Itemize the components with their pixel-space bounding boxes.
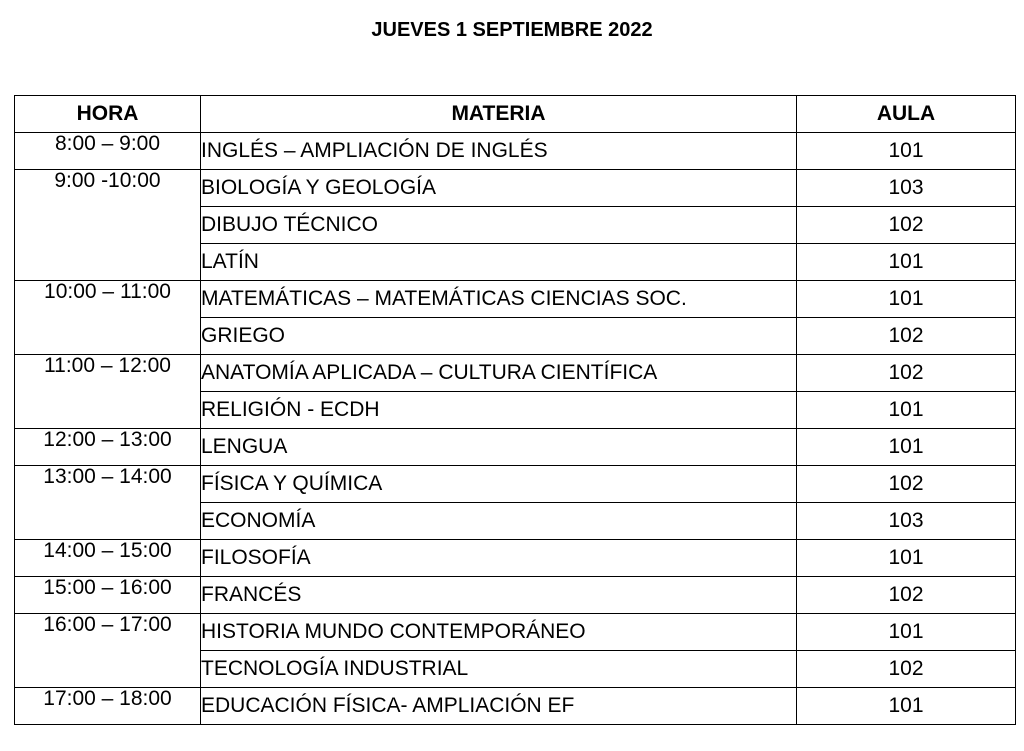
materia-cell: MATEMÁTICAS – MATEMÁTICAS CIENCIAS SOC. [201, 281, 797, 318]
aula-cell: 101 [797, 540, 1016, 577]
table-row [15, 577, 1016, 614]
hora-cell: 17:00 – 18:00 [15, 688, 201, 725]
aula-cell: 101 [797, 133, 1016, 170]
table-row [15, 429, 1016, 466]
hora-cell: 10:00 – 11:00 [15, 281, 201, 355]
materia-cell: DIBUJO TÉCNICO [201, 207, 797, 244]
hora-cell: 14:00 – 15:00 [15, 540, 201, 577]
header-aula: AULA [797, 96, 1016, 133]
aula-cell: 101 [797, 244, 1016, 281]
materia-cell: FILOSOFÍA [201, 540, 797, 577]
materia-cell: HISTORIA MUNDO CONTEMPORÁNEO [201, 614, 797, 651]
aula-cell: 103 [797, 503, 1016, 540]
table-header-row [15, 96, 1016, 133]
aula-cell: 101 [797, 392, 1016, 429]
aula-cell: 102 [797, 207, 1016, 244]
materia-cell: INGLÉS – AMPLIACIÓN DE INGLÉS [201, 133, 797, 170]
materia-cell: EDUCACIÓN FÍSICA- AMPLIACIÓN EF [201, 688, 797, 725]
hora-cell: 13:00 – 14:00 [15, 466, 201, 540]
header-materia: MATERIA [201, 96, 797, 133]
aula-cell: 101 [797, 281, 1016, 318]
table-row [15, 466, 1016, 503]
aula-cell: 101 [797, 429, 1016, 466]
materia-cell: TECNOLOGÍA INDUSTRIAL [201, 651, 797, 688]
hora-cell: 8:00 – 9:00 [15, 133, 201, 170]
aula-cell: 101 [797, 614, 1016, 651]
hora-cell: 11:00 – 12:00 [15, 355, 201, 429]
table-row [15, 281, 1016, 318]
table-row [15, 133, 1016, 170]
table-row [15, 170, 1016, 207]
hora-cell: 9:00 -10:00 [15, 170, 201, 281]
table-row [15, 540, 1016, 577]
aula-cell: 103 [797, 170, 1016, 207]
materia-cell: LATÍN [201, 244, 797, 281]
hora-cell: 12:00 – 13:00 [15, 429, 201, 466]
page-title: JUEVES 1 SEPTIEMBRE 2022 [371, 19, 653, 41]
aula-cell: 102 [797, 318, 1016, 355]
aula-cell: 102 [797, 651, 1016, 688]
materia-cell: BIOLOGÍA Y GEOLOGÍA [201, 170, 797, 207]
aula-cell: 101 [797, 688, 1016, 725]
table-row [15, 614, 1016, 651]
schedule-table [14, 95, 1016, 725]
materia-cell: ECONOMÍA [201, 503, 797, 540]
hora-cell: 15:00 – 16:00 [15, 577, 201, 614]
materia-cell: FRANCÉS [201, 577, 797, 614]
materia-cell: LENGUA [201, 429, 797, 466]
materia-cell: FÍSICA Y QUÍMICA [201, 466, 797, 503]
materia-cell: RELIGIÓN - ECDH [201, 392, 797, 429]
materia-cell: ANATOMÍA APLICADA – CULTURA CIENTÍFICA [201, 355, 797, 392]
hora-cell: 16:00 – 17:00 [15, 614, 201, 688]
aula-cell: 102 [797, 466, 1016, 503]
materia-cell: GRIEGO [201, 318, 797, 355]
table-row [15, 355, 1016, 392]
header-hora: HORA [15, 96, 201, 133]
aula-cell: 102 [797, 355, 1016, 392]
aula-cell: 102 [797, 577, 1016, 614]
table-row [15, 688, 1016, 725]
